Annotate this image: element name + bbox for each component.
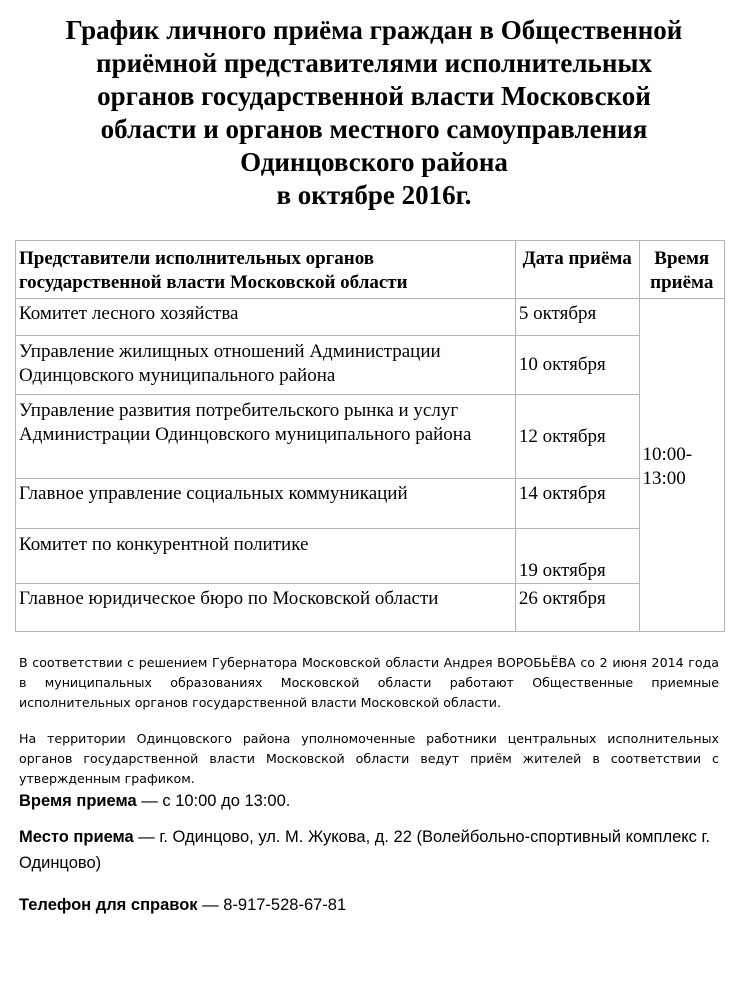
reception-time-value: — с 10:00 до 13:00. (136, 792, 291, 810)
reference-phone-label: Телефон для справок (19, 896, 198, 914)
cell-date: 5 октября (515, 299, 639, 336)
reception-place-label: Место приема (19, 828, 134, 846)
table-row (16, 299, 725, 336)
reference-phone (19, 892, 719, 918)
title-line: Одинцовского района (240, 147, 508, 177)
header-time: Время приёма (639, 241, 725, 299)
cell-representative: Комитет лесного хозяйства (16, 299, 516, 336)
header-representatives: Представители исполнительных органов государственной власти Московской области (16, 241, 516, 299)
table-row (16, 584, 725, 632)
cell-date: 19 октября (515, 529, 639, 584)
reception-place-value: — г. Одинцово, ул. М. Жукова, д. 22 (Волейбольно-спортивный комплекс г. Одинцово) (19, 828, 711, 872)
cell-representative: Управление развития потребительского рынка и услуг Администрации Одинцовского муниципального района (16, 395, 516, 479)
reception-place (19, 824, 719, 876)
cell-representative: Главное управление социальных коммуникаций (16, 479, 516, 529)
table-row (16, 336, 725, 395)
cell-representative: Управление жилищных отношений Администрации Одинцовского муниципального района (16, 336, 516, 395)
page-title (0, 14, 748, 212)
table-row (16, 395, 725, 479)
info-paragraph: В соответствии с решением Губернатора Московской области Андрея ВОРОБЬЁВА со 2 июня 2014 года в муниципальных образованиях Московской области работают Общественные приемные исполнительных органов государственной власти Московской области. (19, 655, 719, 710)
title-line: в октябре 2016г. (276, 180, 472, 210)
reception-time (19, 788, 719, 814)
header-date: Дата приёма (515, 241, 639, 299)
info-paragraph: На территории Одинцовского района уполномоченные работники центральных исполнительных органов государственной власти Московской области ведут приём жителей в соответствии с утвержденным графиком. (19, 731, 719, 786)
title-line: График личного приёма граждан в Общественной (65, 15, 683, 45)
table-row (16, 479, 725, 529)
reference-phone-value: — 8-917-528-67-81 (197, 896, 347, 914)
cell-representative: Комитет по конкурентной политике (16, 529, 516, 584)
title-line: органов государственной власти Московской (97, 81, 651, 111)
reception-time-label: Время приема (19, 792, 137, 810)
cell-time: 10:00-13:00 (639, 299, 725, 632)
title-line: области и органов местного самоуправления (100, 114, 648, 144)
cell-representative: Главное юридическое бюро по Московской области (16, 584, 516, 632)
cell-date: 10 октября (515, 336, 639, 395)
schedule-table (15, 240, 725, 632)
table-row (16, 529, 725, 584)
cell-date: 26 октября (515, 584, 639, 632)
cell-date: 12 октября (515, 395, 639, 479)
table-header-row (16, 241, 725, 299)
cell-date: 14 октября (515, 479, 639, 529)
title-line: приёмной представителями исполнительных (96, 48, 652, 78)
